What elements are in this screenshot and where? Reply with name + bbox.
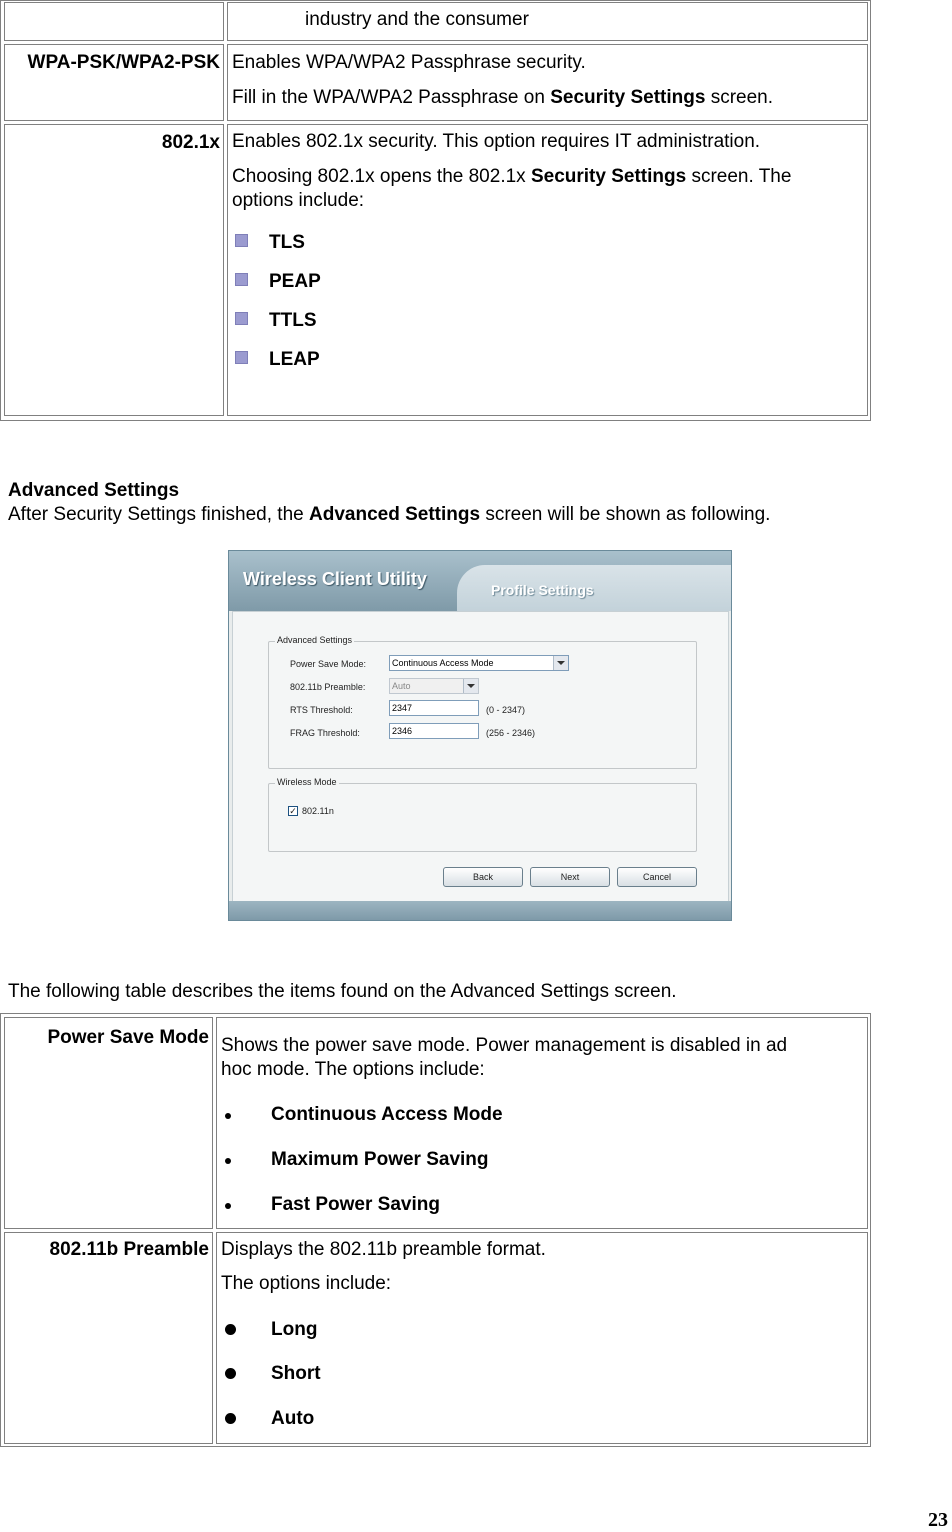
x8021-desc-cell — [227, 124, 868, 416]
preamble-label: 802.11b Preamble — [49, 1239, 209, 1260]
rts-input[interactable]: 2347 — [389, 700, 479, 716]
power-save-select[interactable]: Continuous Access Mode — [389, 655, 569, 671]
advanced-settings-group — [268, 635, 697, 769]
power-save-label: Power Save Mode: — [290, 659, 367, 669]
mode-checkbox-label: 802.11n — [302, 806, 334, 816]
bullet-icon — [225, 1203, 231, 1209]
row-top-desc-cell — [227, 2, 868, 41]
security-table — [0, 0, 871, 421]
option-tls: TLS — [269, 232, 305, 253]
frag-input[interactable]: 2346 — [389, 723, 479, 739]
advanced-settings-screenshot — [228, 550, 732, 921]
next-button[interactable]: Next — [530, 867, 610, 887]
advanced-intro: After Security Settings finished, the Advanced Settings screen will be shown as following. — [8, 504, 771, 525]
app-footer — [229, 901, 732, 921]
preamble-option-3: Auto — [271, 1408, 315, 1429]
power-desc-cell — [216, 1017, 868, 1229]
preamble-option-1: Long — [271, 1319, 318, 1340]
preamble-select[interactable]: Auto — [389, 678, 479, 694]
profile-tab-label: Profile Settings — [491, 582, 594, 598]
chevron-down-icon[interactable] — [463, 679, 478, 693]
preamble-option-2: Short — [271, 1363, 321, 1384]
square-bullet-icon — [235, 273, 248, 286]
rts-range: (0 - 2347) — [486, 705, 526, 715]
frag-label: FRAG Threshold: — [290, 728, 360, 738]
following-text: The following table describes the items found on the Advanced Settings screen. — [8, 981, 677, 1002]
advanced-settings-legend: Advanced Settings — [277, 635, 353, 645]
cancel-button[interactable]: Cancel — [617, 867, 697, 887]
wpa-line1: Enables WPA/WPA2 Passphrase security. — [232, 52, 586, 73]
wpa-label-cell — [4, 44, 224, 121]
power-option-3: Fast Power Saving — [271, 1194, 440, 1215]
preamble-line2: The options include: — [221, 1273, 392, 1294]
chevron-down-icon[interactable] — [553, 656, 568, 670]
preamble-desc-cell — [216, 1232, 868, 1444]
power-label-cell — [4, 1017, 213, 1229]
option-ttls: TTLS — [269, 310, 317, 331]
bullet-icon — [225, 1113, 231, 1119]
bullet-icon — [225, 1368, 236, 1379]
bullet-icon — [225, 1324, 236, 1335]
x8021-line3: options include: — [232, 190, 365, 211]
wireless-mode-group — [268, 777, 697, 852]
x8021-line1: Enables 802.1x security. This option requires IT administration. — [232, 131, 761, 152]
option-leap: LEAP — [269, 349, 320, 370]
power-option-1: Continuous Access Mode — [271, 1104, 503, 1125]
advanced-table — [0, 1013, 871, 1447]
power-label: Power Save Mode — [47, 1027, 209, 1048]
mode-checkbox[interactable]: ✓ — [289, 806, 297, 816]
row-top-label-cell — [4, 2, 224, 41]
square-bullet-icon — [235, 351, 248, 364]
power-option-2: Maximum Power Saving — [271, 1149, 489, 1170]
page-number: 23 — [928, 1509, 948, 1531]
wpa-label: WPA-PSK/WPA2-PSK — [27, 52, 220, 73]
x8021-line2: Choosing 802.1x opens the 802.1x Security Settings screen. The — [232, 166, 792, 187]
wpa-line2: Fill in the WPA/WPA2 Passphrase on Security Settings screen. — [232, 87, 774, 108]
wpa-desc-cell — [227, 44, 868, 121]
square-bullet-icon — [235, 234, 248, 247]
frag-range: (256 - 2346) — [486, 728, 536, 738]
bullet-icon — [225, 1158, 231, 1164]
x8021-label-cell — [4, 124, 224, 416]
preamble-label-cell — [4, 1232, 213, 1444]
x8021-label: 802.1x — [161, 132, 220, 153]
app-body — [232, 611, 729, 903]
power-line2: hoc mode. The options include: — [221, 1059, 485, 1080]
advanced-heading: Advanced Settings — [8, 480, 180, 501]
preamble-label: 802.11b Preamble: — [290, 682, 366, 692]
row-top-text: industry and the consumer — [305, 9, 529, 30]
back-button[interactable]: Back — [443, 867, 523, 887]
option-peap: PEAP — [269, 271, 321, 292]
bullet-icon — [225, 1413, 236, 1424]
wireless-mode-legend: Wireless Mode — [277, 777, 337, 787]
rts-label: RTS Threshold: — [290, 705, 353, 715]
power-line1: Shows the power save mode. Power management is disabled in ad — [221, 1035, 788, 1056]
preamble-line1: Displays the 802.11b preamble format. — [221, 1239, 546, 1260]
app-title: Wireless Client Utility — [243, 569, 427, 589]
square-bullet-icon — [235, 312, 248, 325]
